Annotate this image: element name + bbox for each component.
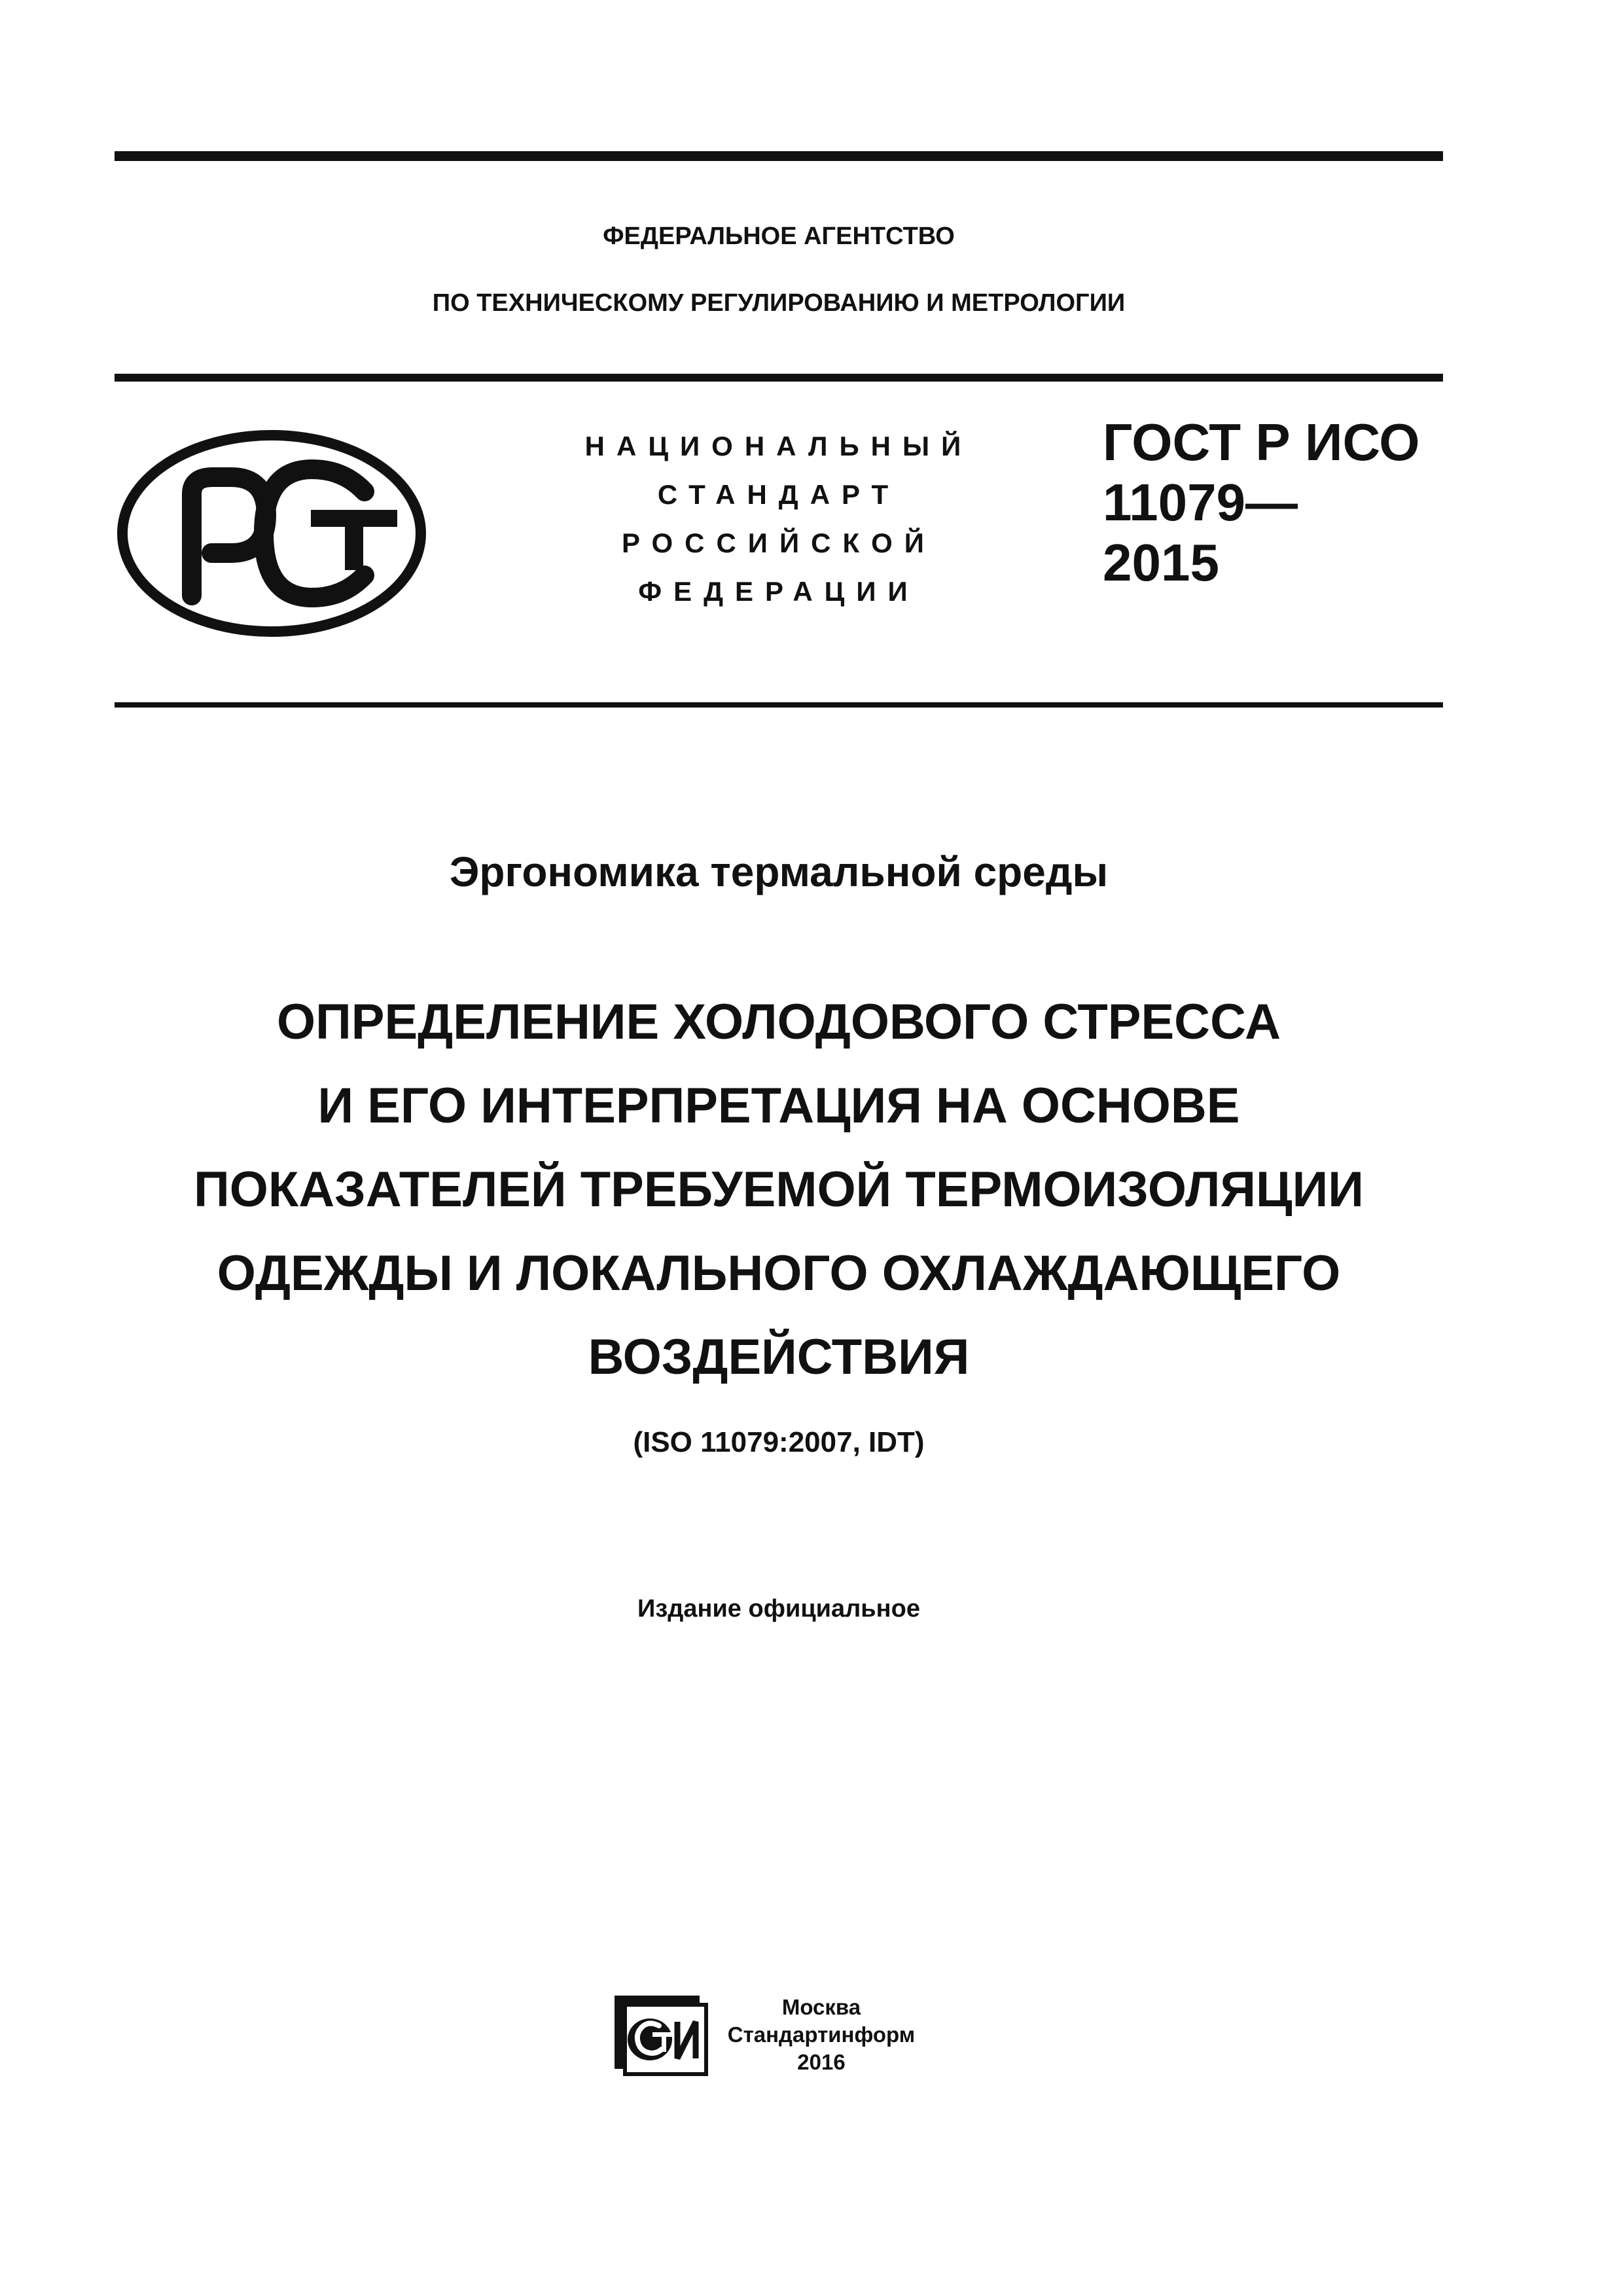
- edition-note: Издание официальное: [637, 1595, 920, 1623]
- title-line-2: И ЕГО ИНТЕРПРЕТАЦИЯ НА ОСНОВЕ: [317, 1078, 1240, 1134]
- designation-line-2: 11079—: [1103, 473, 1298, 531]
- title-line-5: ВОЗДЕЙСТВИЯ: [588, 1329, 970, 1385]
- top-divider: [115, 151, 1443, 161]
- title-line-4: ОДЕЖДЫ И ЛОКАЛЬНОГО ОХЛАЖДАЮЩЕГО: [217, 1246, 1341, 1301]
- standard-designation: [1103, 412, 1443, 593]
- publisher-city: Москва: [781, 1995, 861, 2019]
- standard-type-line-4: ФЕДЕРАЦИИ: [638, 576, 919, 607]
- standard-type-line-3: РОССИЙСКОЙ: [622, 528, 936, 558]
- title-line-3: ПОКАЗАТЕЛЕЙ ТРЕБУЕМОЙ ТЕРМОИЗОЛЯЦИИ: [194, 1162, 1364, 1217]
- standartinform-logo: [612, 1993, 710, 2078]
- standard-type-line-1: НАЦИОНАЛЬНЫЙ: [584, 431, 973, 461]
- publisher-year: 2016: [797, 2050, 846, 2074]
- rst-logo: [115, 429, 429, 638]
- middle-divider: [115, 374, 1443, 382]
- standard-type-block: [550, 422, 1008, 616]
- publisher-block: [717, 1994, 926, 2076]
- agency-name-line-2: ПО ТЕХНИЧЕСКОМУ РЕГУЛИРОВАНИЮ И МЕТРОЛОГИИ: [432, 289, 1126, 317]
- publisher-name: Стандартинформ: [727, 2022, 916, 2047]
- bottom-divider: [115, 702, 1443, 708]
- designation-line-1: ГОСТ Р ИСО: [1103, 413, 1420, 471]
- standard-type-line-2: СТАНДАРТ: [657, 479, 901, 510]
- designation-line-3: 2015: [1103, 533, 1219, 592]
- document-subtitle: Эргономика термальной среды: [449, 848, 1109, 895]
- iso-reference: (ISO 11079:2007, IDT): [633, 1426, 925, 1458]
- title-line-1: ОПРЕДЕЛЕНИЕ ХОЛОДОВОГО СТРЕССА: [277, 994, 1281, 1050]
- agency-name-line-1: ФЕДЕРАЛЬНОЕ АГЕНТСТВО: [603, 223, 955, 250]
- document-title: [79, 980, 1479, 1399]
